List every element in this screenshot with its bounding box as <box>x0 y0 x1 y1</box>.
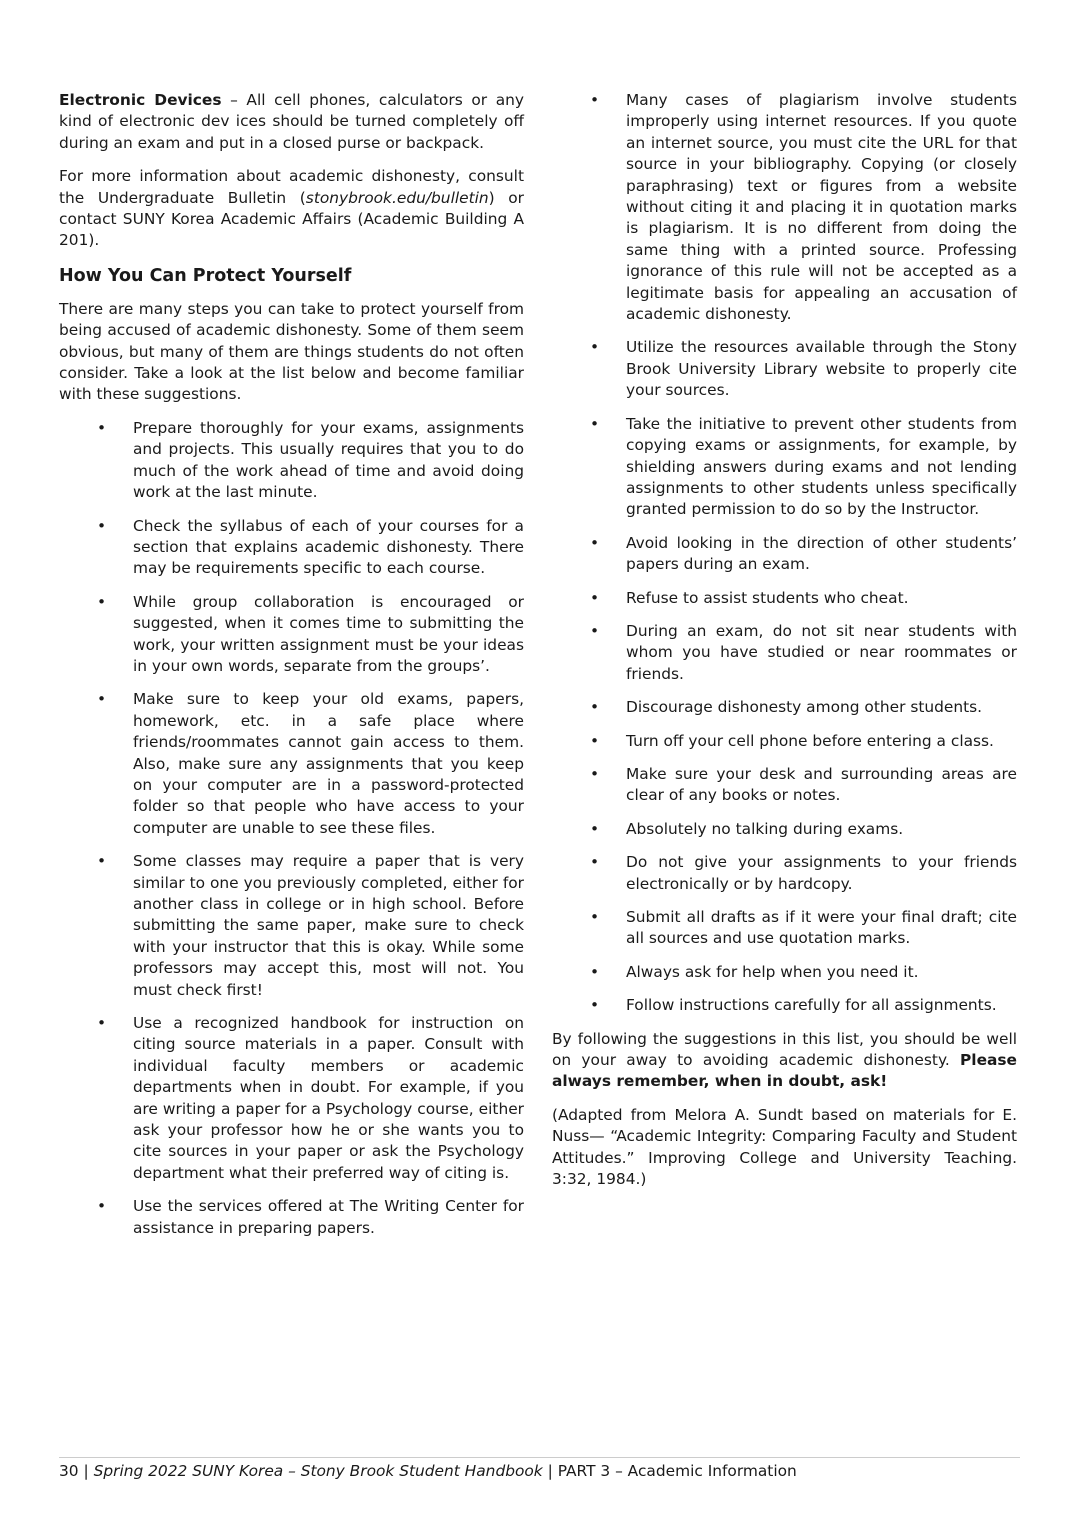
handbook-title: Spring 2022 SUNY Korea – Stony Brook Student Handbook <box>93 1462 543 1480</box>
bullet-icon: • <box>590 91 600 109</box>
bullet-icon: • <box>97 516 107 535</box>
closing-paragraph <box>552 1029 1017 1093</box>
more-info-text-after: ) or contact SUNY Korea Academic Affairs (Academic Building A 201). <box>59 188 525 250</box>
list-item <box>552 337 1017 401</box>
bullet-icon: • <box>590 908 600 926</box>
list-item-text: Use a recognized handbook for instruction on citing source materials in a paper. Consult with individual faculty members or academic departments when in doubt. For example, if you are writing a paper for a Psychology course, either ask your professor how he or she wants you to cite sources in your paper or ask the Psychology department what their preferred way of citing is. <box>133 1014 524 1182</box>
citation-paragraph: (Adapted from Melora A. Sundt based on materials for E. Nuss— “Academic Integrity: Comparing Faculty and Student Attitudes.” Improving College and University Teaching. 3:32, 1984.) <box>552 1105 1017 1189</box>
list-item-text: Turn off your cell phone before entering a class. <box>626 731 994 750</box>
list-item <box>59 418 524 504</box>
list-item-text: Many cases of plagiarism involve students improperly using internet resources. If you quote an internet source, you must cite the URL for that source in your bibliography. Copying (or closely paraphrasing) text or figures from a website without citing it and placing it in quotation marks is plagiarism. It is no different from doing the same thing with a printed source. Professing ignorance of this rule will not be accepted as a legitimate basis for appealing an accusation of academic dishonesty. <box>626 91 1017 324</box>
list-item <box>59 592 524 678</box>
bullet-icon: • <box>590 621 600 640</box>
right-bullet-list <box>552 90 1017 1017</box>
footer-separator: | <box>78 1462 94 1480</box>
bullet-icon: • <box>590 414 600 433</box>
bullet-icon: • <box>97 852 107 871</box>
left-bullet-list <box>59 418 524 1239</box>
list-item-text: Discourage dishonesty among other students. <box>626 698 983 717</box>
list-item <box>552 731 1017 752</box>
bullet-icon: • <box>97 1014 107 1033</box>
list-item <box>552 697 1017 718</box>
bullet-icon: • <box>590 853 600 872</box>
list-item <box>59 1196 524 1239</box>
list-item-text: Submit all drafts as if it were your final draft; cite all sources and use quotation marks. <box>626 908 1017 948</box>
list-item <box>552 90 1017 325</box>
list-item <box>552 588 1017 609</box>
list-item <box>552 962 1017 983</box>
list-item-text: During an exam, do not sit near students with whom you have studied or near roommates or friends. <box>626 621 1017 683</box>
list-item-text: Use the services offered at The Writing Center for assistance in preparing papers. <box>133 1197 524 1237</box>
list-item-text: Refuse to assist students who cheat. <box>626 588 909 607</box>
list-item-text: Utilize the resources available through the Stony Brook University Library website to properly cite your sources. <box>626 338 1017 400</box>
electronic-devices-paragraph <box>59 90 524 154</box>
page-number: 30 <box>59 1462 79 1480</box>
list-item-text: Check the syllabus of each of your courses for a section that explains academic dishonesty. There may be requirements specific to each course. <box>133 516 524 578</box>
list-item-text: Follow instructions carefully for all assignments. <box>626 996 997 1015</box>
bullet-icon: • <box>590 996 600 1015</box>
list-item <box>552 819 1017 840</box>
list-item <box>59 851 524 1001</box>
list-item-text: Prepare thoroughly for your exams, assignments and projects. This usually requires that you to do much of the work ahead of time and avoid doing work at the last minute. <box>133 418 524 502</box>
intro-paragraph: There are many steps you can take to protect yourself from being accused of academic dishonesty. Some of them seem obvious, but many of them are things students do not often consider. Take a look at the list below and become familiar with these suggestions. <box>59 299 524 404</box>
list-item <box>552 907 1017 950</box>
bullet-icon: • <box>590 588 600 607</box>
electronic-devices-text: – All cell phones, calculators or any kind of electronic dev ices should be turned completely off during an exam and put in a closed purse or backpack. <box>59 91 524 152</box>
bullet-icon: • <box>590 819 600 838</box>
footer-separator: | <box>542 1462 558 1480</box>
list-item-text: Absolutely no talking during exams. <box>626 819 904 838</box>
electronic-devices-label: Electronic Devices <box>59 91 222 109</box>
list-item <box>552 852 1017 895</box>
more-info-paragraph <box>59 166 524 252</box>
list-item-text: While group collaboration is encouraged or suggested, when it comes time to submitting the work, your written assignment must be your ideas in your own words, separate from the groups’. <box>133 592 524 675</box>
closing-text: By following the suggestions in this list, you should be well on your away to avoiding academic dishonesty. <box>552 1029 1017 1070</box>
bullet-icon: • <box>590 764 600 783</box>
list-item <box>552 533 1017 576</box>
bullet-icon: • <box>97 592 107 611</box>
closing-emphasis: Please always remember, when in doubt, ask! <box>552 1051 1017 1091</box>
list-item <box>59 1013 524 1184</box>
list-item <box>552 621 1017 685</box>
page-footer <box>59 1461 797 1481</box>
list-item-text: Always ask for help when you need it. <box>626 962 919 981</box>
list-item <box>59 516 524 580</box>
list-item-text: Take the initiative to prevent other students from copying exams or assignments, for example, by shielding answers during exams and not lending assignments to other students unless specifically granted permission to do so by the Instructor. <box>626 414 1017 519</box>
list-item <box>552 995 1017 1016</box>
bullet-icon: • <box>590 338 600 357</box>
bullet-icon: • <box>590 962 600 981</box>
list-item <box>552 414 1017 521</box>
left-column <box>59 90 524 1251</box>
list-item <box>552 764 1017 807</box>
list-item-text: Make sure to keep your old exams, papers, homework, etc. in a safe place where friends/roommates cannot gain access to them. Also, make sure any assignments that you keep on your computer are in a password-protected folder so that people who have access to your computer are unable to see these files. <box>133 690 524 837</box>
list-item-text: Avoid looking in the direction of other students’ papers during an exam. <box>626 533 1017 574</box>
list-item-text: Some classes may require a paper that is very similar to one you previously completed, either for another class in college or in high school. Before submitting the same paper, make sure to check with your instructor that this is okay. While some professors may accept this, most will not. You must check first! <box>133 852 524 999</box>
section-name: PART 3 – Academic Information <box>557 1462 797 1480</box>
right-column <box>552 90 1017 1202</box>
section-heading: How You Can Protect Yourself <box>59 265 352 286</box>
bulletin-link[interactable]: stonybrook.edu/bulletin <box>305 188 489 207</box>
list-item-text: Do not give your assignments to your friends electronically or by hardcopy. <box>626 853 1017 893</box>
bullet-icon: • <box>97 418 107 437</box>
bullet-icon: • <box>590 533 600 552</box>
list-item-text: Make sure your desk and surrounding areas are clear of any books or notes. <box>626 764 1017 805</box>
footer-divider <box>59 1457 1020 1458</box>
bullet-icon: • <box>97 690 107 709</box>
list-item <box>59 689 524 839</box>
more-info-text-before: For more information about academic dishonesty, consult the Undergraduate Bulletin ( <box>59 167 524 207</box>
bullet-icon: • <box>590 698 600 717</box>
bullet-icon: • <box>590 731 600 750</box>
bullet-icon: • <box>97 1197 107 1216</box>
